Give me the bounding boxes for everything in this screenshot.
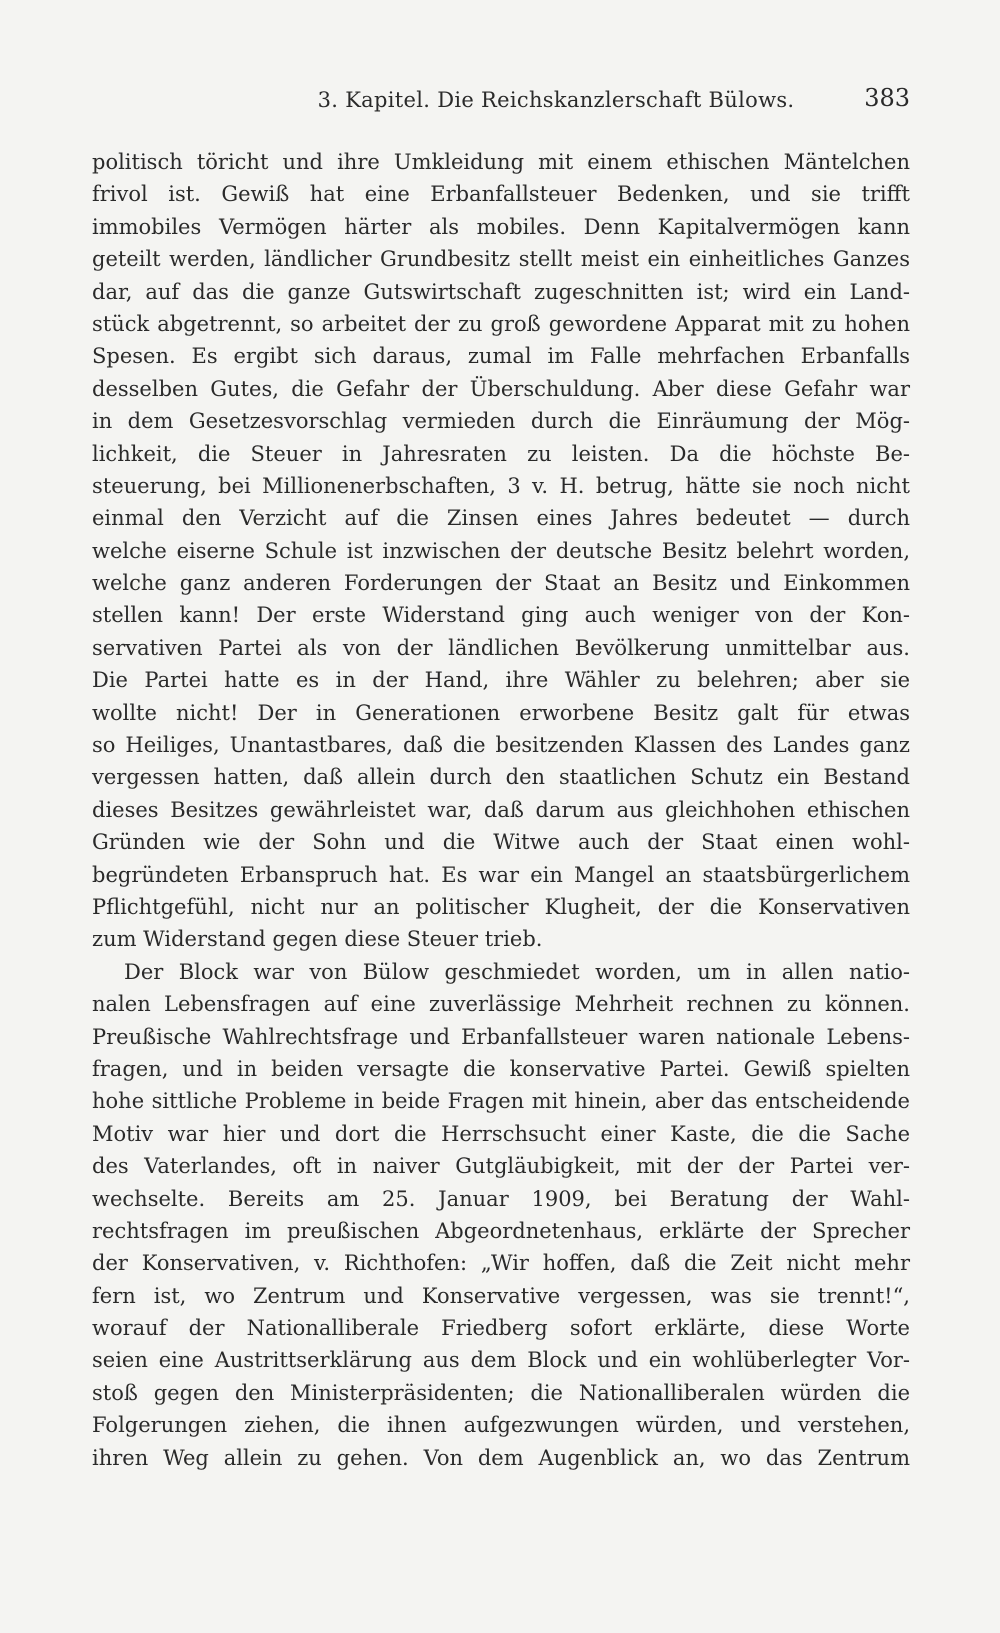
text-line: fragen, und in beiden versagte die konservative Partei. Gewiß spielten	[92, 1056, 910, 1081]
paragraph	[92, 956, 910, 1474]
text-line: hohe sittliche Probleme in beide Fragen mit hinein, aber das entscheidende	[92, 1089, 910, 1114]
body-text	[92, 146, 910, 1474]
text-line: einmal den Verzicht auf die Zinsen eines Jahres bedeutet — durch	[92, 506, 910, 531]
text-line: Pflichtgefühl, nicht nur an politischer Klugheit, der die Konservativen	[92, 894, 910, 919]
text-line: wechselte. Bereits am 25. Januar 1909, bei Beratung der Wahl-	[92, 1186, 910, 1211]
text-line: Die Partei hatte es in der Hand, ihre Wähler zu belehren; aber sie	[92, 668, 910, 693]
text-line: servativen Partei als von der ländlichen Bevölkerung unmittelbar aus.	[92, 635, 910, 660]
text-line: lichkeit, die Steuer in Jahresraten zu leisten. Da die höchste Be-	[92, 441, 910, 466]
text-line: immobiles Vermögen härter als mobiles. Denn Kapitalvermögen kann	[92, 214, 910, 239]
text-line: dar, auf das die ganze Gutswirtschaft zugeschnitten ist; wird ein Land-	[92, 279, 910, 304]
text-line: Der Block war von Bülow geschmiedet worden, um in allen natio-	[124, 959, 910, 984]
text-line: desselben Gutes, die Gefahr der Überschuldung. Aber diese Gefahr war	[92, 376, 910, 401]
text-line: Preußische Wahlrechtsfrage und Erbanfallsteuer waren nationale Lebens-	[92, 1024, 910, 1049]
text-line: der Konservativen, v. Richthofen: „Wir hoffen, daß die Zeit nicht mehr	[92, 1251, 910, 1276]
text-line: ihren Weg allein zu gehen. Von dem Augenblick an, wo das Zentrum	[92, 1445, 910, 1470]
text-line: wollte nicht! Der in Generationen erworbene Besitz galt für etwas	[92, 700, 910, 725]
text-line: stoß gegen den Ministerpräsidenten; die Nationalliberalen würden die	[92, 1380, 910, 1405]
text-line: zum Widerstand gegen diese Steuer trieb.	[92, 927, 543, 952]
text-line: stellen kann! Der erste Widerstand ging auch weniger von der Kon-	[92, 603, 910, 628]
running-title: 3. Kapitel. Die Reichskanzlerschaft Bülows.	[317, 88, 795, 112]
text-line: frivol ist. Gewiß hat eine Erbanfallsteuer Bedenken, und sie trifft	[92, 182, 910, 207]
text-line: politisch töricht und ihre Umkleidung mit einem ethischen Mäntelchen	[92, 150, 910, 174]
text-line: so Heiliges, Unantastbares, daß die besitzenden Klassen des Landes ganz	[92, 733, 910, 758]
text-line: Folgerungen ziehen, die ihnen aufgezwungen würden, und verstehen,	[92, 1413, 910, 1438]
text-line: Spesen. Es ergibt sich daraus, zumal im Falle mehrfachen Erbanfalls	[92, 344, 910, 369]
text-line: in dem Gesetzesvorschlag vermieden durch die Einräumung der Mög-	[92, 409, 910, 434]
page-header	[92, 84, 910, 120]
paragraph	[92, 146, 910, 956]
text-line: dieses Besitzes gewährleistet war, daß darum aus gleichhohen ethischen	[92, 797, 910, 822]
text-line: stück abgetrennt, so arbeitet der zu groß gewordene Apparat mit zu hohen	[92, 311, 910, 336]
text-line: rechtsfragen im preußischen Abgeordnetenhaus, erklärte der Sprecher	[92, 1218, 910, 1243]
text-line: geteilt werden, ländlicher Grundbesitz stellt meist ein einheitliches Ganzes	[92, 247, 910, 272]
text-line: des Vaterlandes, oft in naiver Gutgläubigkeit, mit der der Partei ver-	[92, 1154, 910, 1179]
text-line: welche eiserne Schule ist inzwischen der deutsche Besitz belehrt worden,	[92, 538, 910, 563]
text-line: nalen Lebensfragen auf eine zuverlässige Mehrheit rechnen zu können.	[92, 992, 910, 1017]
text-line: fern ist, wo Zentrum und Konservative vergessen, was sie trennt!“,	[92, 1283, 910, 1308]
text-line: Motiv war hier und dort die Herrschsucht einer Kaste, die die Sache	[92, 1121, 910, 1146]
text-line: seien eine Austrittserklärung aus dem Block und ein wohlüberlegter Vor-	[92, 1348, 910, 1373]
text-line: worauf der Nationalliberale Friedberg sofort erklärte, diese Worte	[92, 1316, 910, 1341]
text-line: Gründen wie der Sohn und die Witwe auch der Staat einen wohl-	[92, 830, 910, 855]
text-line: welche ganz anderen Forderungen der Staat an Besitz und Einkommen	[92, 571, 910, 596]
text-line: begründeten Erbanspruch hat. Es war ein Mangel an staatsbürgerlichem	[92, 862, 910, 887]
page-number: 383	[864, 84, 910, 112]
text-line: vergessen hatten, daß allein durch den staatlichen Schutz ein Bestand	[92, 765, 910, 790]
text-line: steuerung, bei Millionenerbschaften, 3 v. H. betrug, hätte sie noch nicht	[92, 473, 910, 498]
